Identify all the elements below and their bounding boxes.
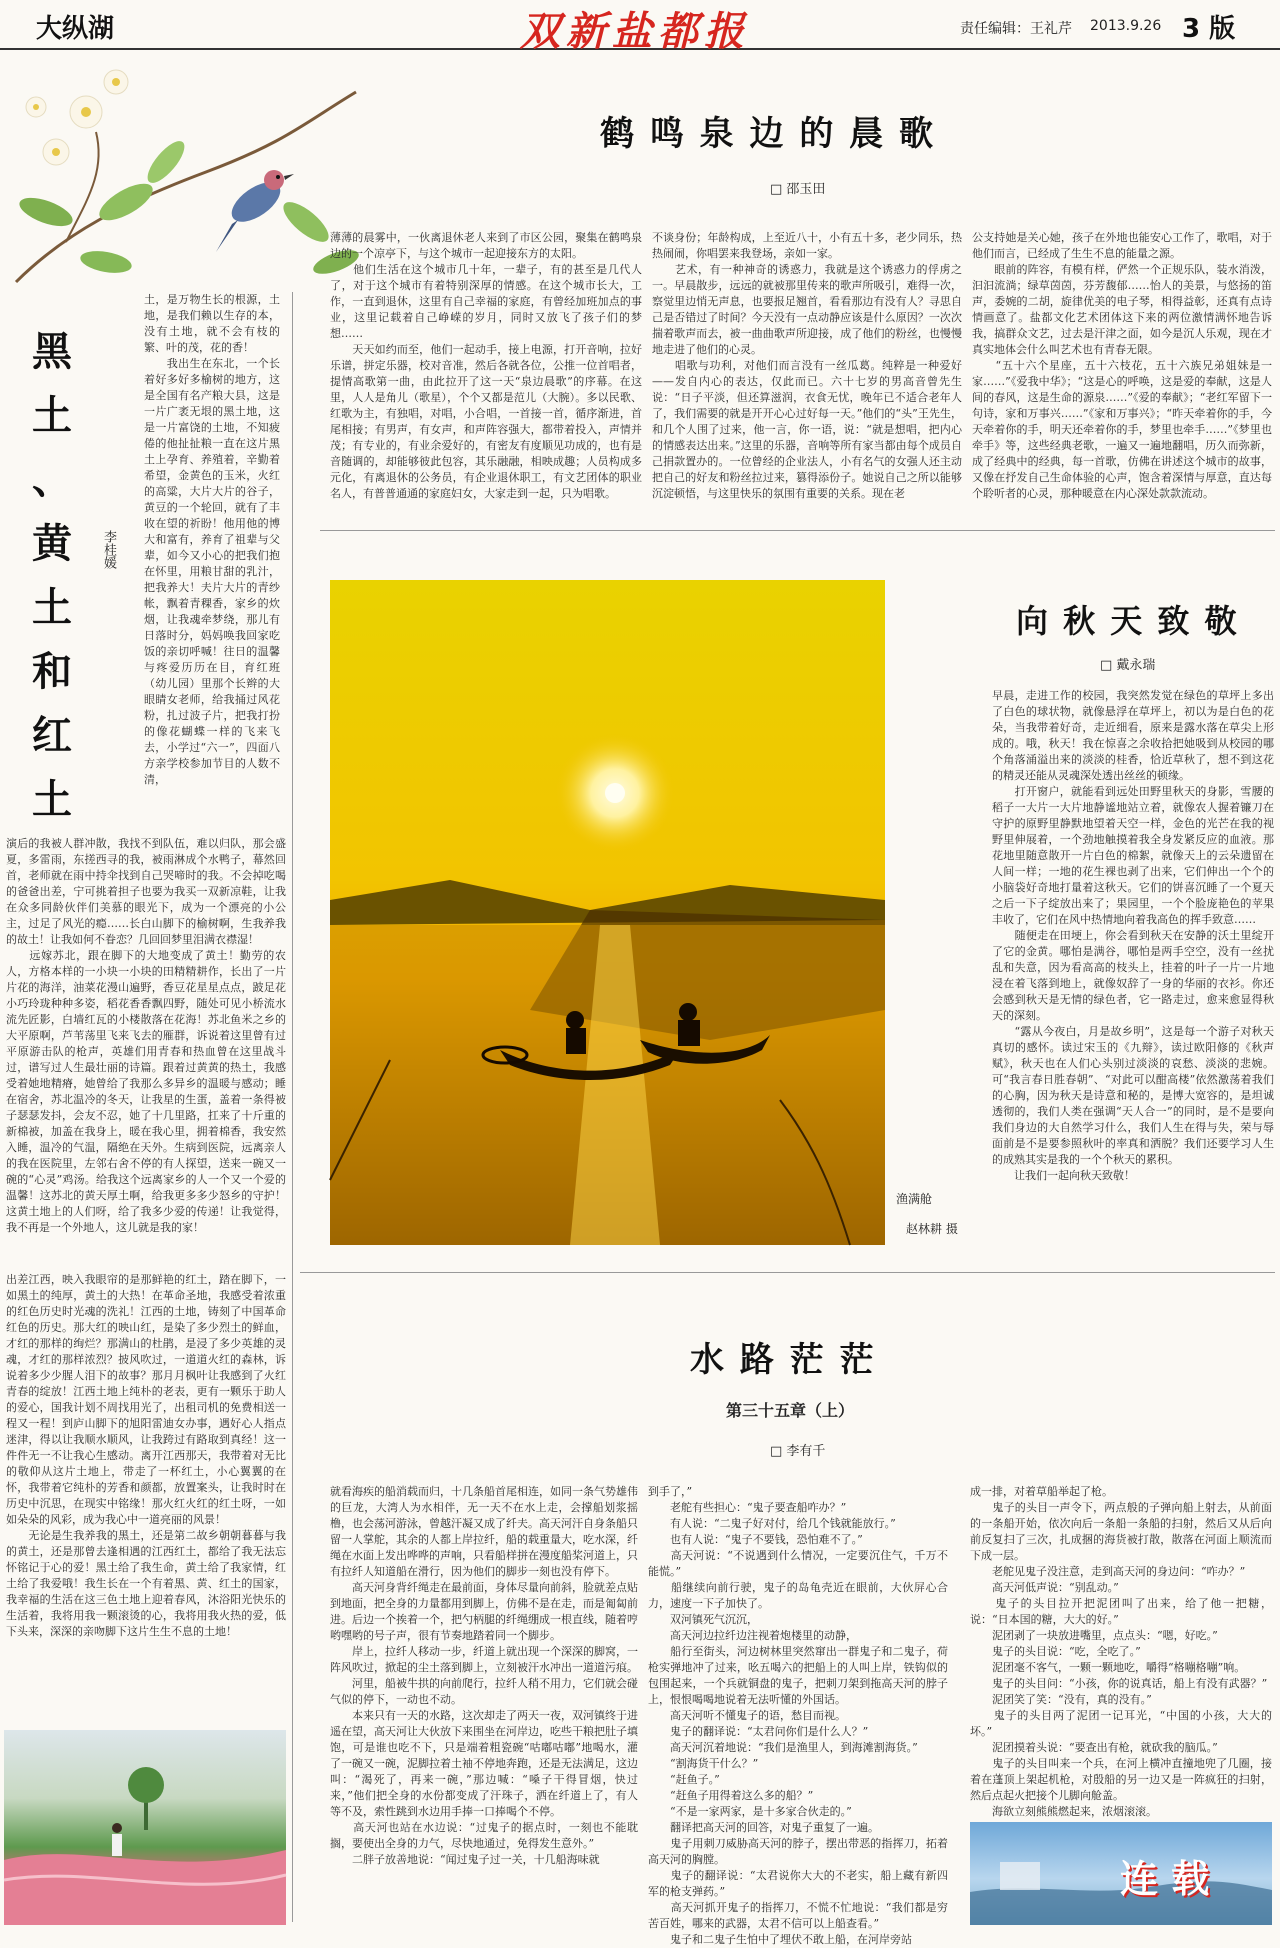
title-char: 土 bbox=[32, 777, 72, 823]
photo-title: 渔满舱 bbox=[896, 1192, 933, 1206]
page-number: 3 版 bbox=[1182, 14, 1236, 44]
masthead bbox=[0, 0, 1280, 55]
divider bbox=[320, 530, 1275, 531]
byline-soils: 李桂媛 bbox=[101, 530, 116, 569]
vertical-title-soils bbox=[22, 320, 82, 832]
title-char: 、 bbox=[32, 457, 72, 503]
byline-autumn: □ 戴永瑞 bbox=[1100, 654, 1155, 673]
article-body-waterway-col-3: 成一排，对着草船举起了枪。 鬼子的头目一声令下，两点般的子弹向船上射去，从前面的一条船开始，依次向后一条船一条船的扫射，然后又从后向前反复扫了三次，扎成捆的海货被打散，散落在河面上顺流而下成一层。 老舵见鬼子没注意，走到高天河的身边问：“咋办？” 高天河低声说：“别乱动。” 鬼子的头目拉开把泥团叫了出来，给了他一把糖，说：“日本国的糖，大大的好。” 泥团剥了一块放进嘴里，点点头：“嗯，好吃。” 鬼子的头目说：“吃，全吃了。” 泥团毫不客气，一颗一颗地吃，嚼得“格嘣格嘣”响。 鬼子的头目问：“小孩，你的说真话，船上有没有武器？” 泥团笑了笑：“没有，真的没有。” 鬼子的头目两了泥团一记耳光，“中国的小孩，大大的坏。” 泥团摸着头说：“要查出有枪，就砍我的脑瓜。” 鬼子的头目叫来一个兵，在河上横冲直撞地兜了几圈，接着在蓬顶上架起机枪，对殷船的另一边又是一阵疯狂的扫射，然后点起火把接个儿脚向舱盖。 海欲立刻熊熊燃起来，浓烟滚滚。 bbox=[970, 1485, 1272, 1818]
article-body-col-1: 薄薄的晨雾中，一伙离退休老人来到了市区公园，聚集在鹤鸣泉边的一个凉亭下，与这个城市一起迎接东方的太阳。 他们生活在这个城市几十年，一辈子，有的甚至是几代人了，对于这个城市有着特别深厚的情感。在这个城市长大，工作，一直到退休，这里有自己幸福的家庭，有曾经加班加点的事业，这里记载着自己峥嵘的岁月，同时又放飞了孩子们的梦想…… 天天如约而至，他们一起动手，接上电源，打开音响，拉好乐谱，拼定乐器，校对音准，然后各就各位，公推一位首唱者，提情高歌第一曲，由此拉开了这一天“泉边晨歌”的序幕。在这里，人人是角儿（歌星），个个又都是范儿（大腕）。多以民歌、红歌为主，有独唱，对唱，小合唱，一首接一首，循序渐进，首尾相接；有男声，有女声，和声阵容强大，都带着投入，声情并茂；有专业的，有业余爱好的，有密友有度顺见功成的，也有是音随调的，却能够彼此包容，其乐融融，相映成趣；人员构成多元化，有离退休的公务员，有企业退休职工，有文艺团体的职业名人，有普普通通的家庭妇女，大家走到一起，只为唱歌。 bbox=[330, 231, 642, 500]
flower-bird-illustration bbox=[6, 52, 360, 292]
section-name: 大纵湖 bbox=[36, 14, 115, 44]
article-title-autumn: 向 秋 天 致 敬 bbox=[1016, 602, 1239, 640]
article-body-waterway-col-1: 就看海疾的船消载而归，十几条船首尾相连，如同一条气势雄伟的巨龙，大湾人为水相伴，无一天不在水上走，会撑船划浆摇橹，也会荡河游泳，曾越汗凝又成了纤夫。高天河汗自身条船只留一人掌舵，其余的人都上岸拉纤，船的载重量大，吃水深，纤绳在水面上发出哗哗的声响，只看船样拼在漫度船桨河道上，只有拉纤人知道船在滑行，因为他们的脚步一刻也没有停下。 高天河身背纤绳走在最前面，身体尽量向前斜，脸就差点贴到地面，把全身的力量都用到脚上，仿佛不是在走，而是匍匐前进。后边一个挨着一个，把勺柄腿的纤绳绷成一根直线，随着哼哟嘿哟的号子声，很有节奏地踏着同一个脚步。 岸上，拉纤人移动一步，纤道上就出现一个深深的脚窝，一阵风吹过，掀起的尘土落到脚上，立刻被汗水冲出一道道污痕。 河里，船被牛拱的向前爬行，拉纤人稍不用力，它们就会碰气似的停下，一动也不动。 本来只有一天的水路，这次却走了两天一夜，双河镇终于进遥在望，高天河让大伙放下来围坐在河岸边，吃些干粮把肚子填饱，可是谁也吃不下，只是端着粗瓷碗“咕嘟咕嘟”地喝水，灌了一碗又一碗，泥脚拉着土袖不停地奔跑，还是无法满足，这边叫：“渴死了，再来一碗，”那边喊：“嗓子干得冒烟，快过来，”他们把全身的水份都变成了汗珠子，洒在纤道上了，有人等不及，索性跳到水边用手捧一口捧喝个不停。 高天河也站在水边说：“过鬼子的据点时，一刻也不能耽搁，要使出全身的力气，尽快地通过，免得发生意外。” 二胖子放善地说：“闻过鬼子过一关，十几船海味就 bbox=[330, 1485, 638, 1866]
article-title-morning-song: 鹤 鸣 泉 边 的 晨 歌 bbox=[600, 114, 936, 154]
divider bbox=[300, 1272, 1275, 1273]
title-char: 红 bbox=[32, 713, 72, 759]
photo-credit: 赵林耕 摄 bbox=[906, 1222, 958, 1236]
chapter-subtitle: 第三十五章（上） bbox=[726, 1401, 855, 1420]
park-photo bbox=[4, 1730, 286, 1925]
serial-badge bbox=[970, 1822, 1272, 1925]
article-body-soils-low: 出差江西，映入我眼帘的是那鲜艳的红土，踏在脚下，一如黑土的纯厚，黄土的大热！在革命圣地，我感受着浓重的红色历史时光魂的洗礼！江西的土地，铸刻了中国革命红色的历史。那大红的映山红，是染了多少烈土的鲜血，才红的那样的绚烂？那满山的杜鹃，是浸了多少英雄的灵魂，才红的那样浓烈？披风吹过，一道道火红的森林，诉说着多少少腥人泪下的故事？那月月枫叶让我感到了火红青春的绽放！江西土地上纯朴的老表，更有一颗乐于助人的爱心，国我计划不周找用光了，出租司机的免费相送一程又一程！到庐山脚下的旭阳雷迪女办事，遇好心人指点迷津，得以让我顺水顺风，让我跨过有路取到真经！这一件件无一不让我心生感动。离开江西那天，我带着对无比的敬仰从这片土地上，带走了一杯红土，小心翼翼的在怀，我带着它纯朴的芳香和颜都，放置案头，让我时时在历史中沉思，在现实中铭缘！那火红火红的红土呀，一如如朵朵的风彩，成为我心中一道亮丽的风景！ 无论是生我养我的黑土，还是第二故乡朝朝暮暮与我的黄土，还是那曾去逢相遇的江西红土，都给了我无法忘怀铭记于心的爱！黑土给了我生命，黄土给了我家情，红土给了我爱哦！我生长在一个有着黑、黄、红土的国家，我幸福的生活在这三色土地上迎着春风，沐浴阳光快乐的生活着，我将用我一颗滚烫的心，我将用我火热的爱，低下头来，深深的亲吻脚下这片生生不息的土地！ bbox=[6, 1273, 286, 1638]
sunset-fishing-photo bbox=[330, 580, 885, 1245]
divider bbox=[292, 292, 293, 1922]
article-body-col-3: 公支持她是关心她，孩子在外地也能安心工作了，歌唱，对于他们而言，已经成了生生不息的能量之源。 眼前的阵容，有模有样，俨然一个正规乐队，装水消泼，汩汩流淌；绿草茵茵，芬芳馥郁……怡人的美景，与悠扬的笛声，委婉的二胡，旋律优美的电子琴，相得益彰，还真有点诗情画意了。盐都文化艺术团体这下来的两位激情满怀地告诉我，搞群众文艺，过去是汗津之面，如今是沉人乐观，现在才真实地体会什么叫艺术也有青春无限。 “五十六个星座，五十六枝花，五十六族兄弟姐妹是一家……”《爱我中华》；“这是心的呼唤，这是爱的奉献，这是人间的春风，这是生命的源泉……”《爱的奉献》；“老红军留下一句诗，家和万事兴……”《家和万事兴》；“昨天牵着你的手，今天牵着你的手，明天还牵着你的手，梦里也牵手……”《梦里也牵手》等，这些经典老歌，一遍又一遍地翻唱，历久而弥新，成了经典中的经典，每一首歌，仿佛在讲述这个城市的故事，又像在抒发自己生命体验的心声，饱含着深情与厚意，直达每个聆听者的心灵，那种暖意在内心深处款款流动。 bbox=[972, 231, 1272, 500]
article-body-waterway-col-2: 到手了，” 老舵有些担心：“鬼子要查船咋办？” 有人说：“二鬼子好对付，给几个钱就能放行。” 也有人说：“鬼子不要钱，恐怕难不了。” 高天河说：“不说遇到什么情况，一定要沉住气，千万不能慌。” 船继续向前行驶，鬼子的岛龟壳近在眼前，大伙屏心合力，速度一下子加快了。 双河镇死气沉沉， 高天河边拉纤边注视着炮楼里的动静， 船行至街头，河边树林里突然窜出一群鬼子和二鬼子，荷枪实弹地冲了过来，吆五喝六的把船上的人叫上岸，铁钩似的包围起来，一个兵就铜盘的鬼子，把刺刀架到拖高天河的脖子上，恨恨喝喝地说着无法听懂的外国话。 高天河听不懂鬼子的语，愁目而视。 鬼子的翻译说：“太君问你们是什么人？” 高天河沉着地说：“我们是渔里人，到海滩割海货。” “割海货干什么？” “赶鱼子。” “赶鱼子用得着这么多的船？” “不是一家两家，是十多家合伙走的。” 翻译把高天河的回答，对鬼子重复了一遍。 鬼子用刺刀威胁高天河的脖子，摆出带恶的指挥刀，拓着高天河的胸膛。 鬼子的翻译说：“太君说你大大的不老实，船上藏有新四军的枪支弹药。” 高天河抓开鬼子的指挥刀，不慌不忙地说：“我们都是穷苦百姓，哪来的武器，太君不信可以上船查看。” 鬼子和二鬼子生怕中了埋伏不敢上船，在河岸旁站 bbox=[648, 1485, 948, 1946]
article-body-soils-top: 土，是万物生长的根源，土地，是我们赖以生存的本，没有土地，就不会有枝的繁、叶的茂，花的香！ 我出生在东北，一个长着好多好多榆树的地方，这是全国有名产粮大县，这是一片广袤无垠的黑土地，这是一片富饶的土地，不知疲倦的他扯扯粮一直在这片黑土上孕育、养殖着，辛勤着希望，金黄色的玉米，火红的高粱，大片大片的谷子，黄豆的一个轮回，就有了丰收在望的祈盼！他用他的博大和富有，养育了祖辈与父辈，如今又小心的把我们抱在怀里，用粮甘甜的乳汁，把我养大！夫片大片的青纱帐，飘着青稞香，家乡的炊烟，让我魂牵梦绕，那儿有日落时分，妈妈唤我回家吃饭的亲切呼喊！往日的温馨与疼爱历历在目，育红班（幼儿园）里那个长辫的大眼睛女老师，给我捅过风花粉，扎过波子片，把我打扮的像花蝴蝶一样的飞来飞去，小学过“六一”，四面八方亲学校参加节目的人数不清， bbox=[144, 293, 280, 786]
byline-waterway: □ 李有千 bbox=[770, 1440, 825, 1459]
article-body-soils-mid: 演后的我被人群冲散，我找不到队伍，难以归队，那会盛夏，多雷雨，东搓西寻的我，被雨淋成个水鸭子，幕然回首，老师就在雨中持伞找到自己哭啼时的我。不会掉吃喝的爸爸出差，宁可挑着担子也要为我买一双新凉鞋，让我在众多同龄伙伴们美慕的眼光下，成为一个漂亮的小公主，过足了风光的瘾……长白山脚下的榆树啊，生我养我的故土！让我如何不眷恋？几回回梦里泪满衣襟湿！ 远嫁苏北，跟在脚下的大地变成了黄土！勤劳的农人，方格本样的一小块一小块的田精精耕作，长出了一片片花的海洋，油菜花漫山遍野，香豆花星星点点，跛足花小巧玲珑种种多姿，稻花香香飘四野，随处可见小桥流水流先匠影，白墙红瓦的小楼散落在花海！苏北鱼米之乡的大平原啊，芦苇荡里飞来飞去的雁群，诉说着这里曾有过平原游击队的枪声，英雄们用青春和热血曾在这里战斗过，谱写过人生最壮丽的诗篇。跟着过黄黄的热土，我感受着她地精瘠，她曾给了我那么多异乡的温暖与感动；睡在宿舍，苏北温冷的冬天，让我星的生蛋，盖着一条得被子瑟瑟发抖，会友不忍，她了十几里路，扛来了十斤重的新棉被，加盖在我身上，暖在我心里，拥着棉香，我安然入睡，温冷的气温，隔绝在天外。生病到医院，远离亲人的我在医院里，左邻右舍不停的有人探望，送来一碗又一碗的“心灵”鸡汤。给我这个远离家乡的人一个又一个爱的温馨！这苏北的黄天厚土啊，给我更多多少怒乡的守护！这黄土地上的人们呀，给了我多少爱的传递！让我觉得，我不再是一个外地人，这儿就是我的家！ bbox=[6, 837, 286, 1234]
issue-date: 2013.9.26 bbox=[1090, 18, 1162, 34]
title-char: 土 bbox=[32, 585, 72, 631]
title-char: 和 bbox=[32, 649, 72, 695]
article-body-autumn: 早晨，走进工作的校园，我突然发觉在绿色的草坪上多出了白色的球状物，就像悬浮在草坪上，初以为是白色的花朵，当我带着好奇，走近细看，原来是露水落在草尖上形成的。哦，秋天！我在惊喜之余收拾把她吸到从校园的哪个角落涌溢出来的淡淡的桂香，恰近草秋了，想不到这花的精灵还能从灵魂深处透出丝丝的顿缘。 打开窗户，就能看到远处田野里秋天的身影，雪腰的稻子一大片一大片地静谧地站立着，就像农人握着镰刀在守护的原野里静默地望着天空一样，金色的光芒在我的视野里伸展着，一个劲地触摸着我全身发紧反应的血液。那花地里随意散开一片白色的棉絮，就像天上的云朵遗留在人间一样；一地的花生裸也剥了出来，它们伸出一个个的小脑袋好奇地打量着这秋天。它们的饼喜沉睡了一个夏天之后一下子绽放出来了；果园里，一个个脸庞艳色的苹果丰收了，它们在风中热情地向着我高色的挥手致意…… 随便走在田埂上，你会看到秋天在安静的沃土里绽开了它的金黄。哪怕是满谷，哪怕是两手空空，没有一丝扰乱和失意，因为看高高的枝头上，挂着的叶子一片一片地浸在着飞落到地上，就像奴辞了一身的华丽的衣衫。你还会感到秋天是无情的绿色者，它一路走过，愈来愈显得秋天的深刻。 “露从今夜白，月是故乡明”，这是每一个游子对秋天真切的感怀。读过宋玉的《九辩》，读过欧阳修的《秋声赋》，秋天也在人们心头别过淡淡的哀愁、淡淡的悲婉。可“我言春日胜春朝”、“对此可以酣高楼”依然激荡着我们的心胸，因为秋天是诗意和秘的，是博大宽容的，是坦诚透彻的，我们人类在强调“天人合一”的同时，是不是要向我们身边的大自然学习什么，我们人生在得与失，荣与辱面前是不是要参照秋叶的率真和洒脱？我们还要学习人生的成熟其实是我的一个个秋天的累积。 让我们一起向秋天致敬！ bbox=[992, 689, 1274, 1182]
title-char: 黑 bbox=[32, 329, 72, 375]
byline-morning-song: □ 邵玉田 bbox=[770, 178, 825, 197]
serial-badge-label: 连 载 bbox=[1120, 1856, 1210, 1901]
title-char: 黄 bbox=[32, 521, 72, 567]
title-char: 土 bbox=[32, 393, 72, 439]
article-title-waterway: 水 路 茫 茫 bbox=[690, 1340, 876, 1380]
article-body-col-2: 不谈身份；年龄构成，上至近八十，小有五十多，老少同乐，热热闹闹，你唱罢来我登场，亲如一家。 艺术，有一种神奇的诱惑力，我就是这个诱惑力的俘虏之一。早晨散步，远远的就被那里传来的歌声所吸引，难得一次，察觉里边悄无声息，也要报足翘首，看看那边有没有人？寻思自己是否错过了时间？今天没有一点动静应该是什么原因？一次次揣着歌声而去，被一曲曲歌声所迎接，成了他们的粉丝，也慢慢地走进了他们的心灵。 唱歌与功利，对他们而言没有一丝瓜葛。纯粹是一种爱好——发自内心的表达，仅此而已。六十七岁的男高音曾先生说：“日子平淡，但还算滋润，衣食无忧，晚年已不适合老年人了，我们需要的就是开开心心过好每一天。”他们的“头”王先生，和几个人围了过来，他一言，你一语，说：“就是想唱，把内心的情感表达出来。”这里的乐器，音响等所有家当都由每个成员自己捐款置办的。一位曾经的企业法人，小有名气的女强人还主动把自己的好友和粉丝拉过来，篡得添份子。她说自己之所以能够沉淀顿悟，与这里快乐的氛围有重要的关系。现在老 bbox=[652, 231, 962, 500]
editor-credit: 责任编辑：王礼芹 bbox=[960, 21, 1072, 37]
newspaper-name: 双新盐都报 bbox=[520, 8, 750, 55]
